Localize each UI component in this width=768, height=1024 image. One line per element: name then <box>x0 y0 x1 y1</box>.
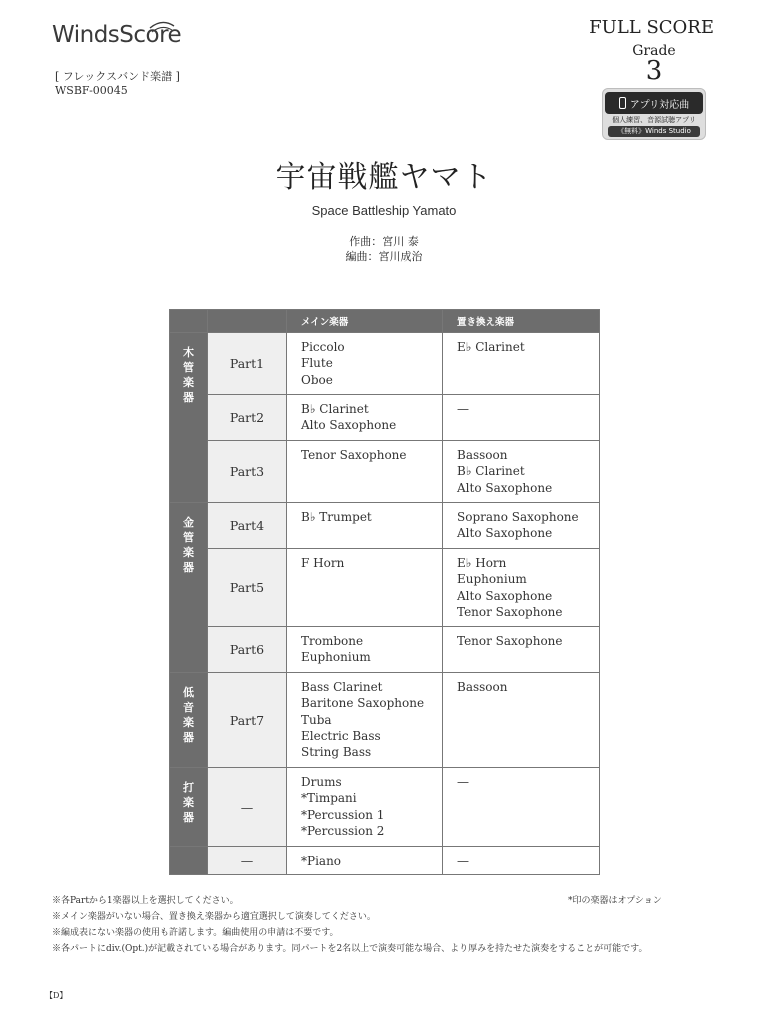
header-main: メイン楽器 <box>287 310 443 333</box>
app-badge-top <box>605 92 703 114</box>
series-label: [ フレックスバンド楽譜 ] <box>55 70 180 83</box>
instrument-name: Trombone <box>301 634 364 648</box>
instrument-name: Tenor Saxophone <box>457 634 563 648</box>
main-instrument-cell <box>287 395 443 441</box>
instrument-name: Bass Clarinet <box>301 680 383 694</box>
app-badge-middle: 個人練習、音源試聴アプリ <box>612 116 696 124</box>
instrument-name: Drums <box>301 775 342 789</box>
instrument-name: Alto Saxophone <box>457 480 553 495</box>
note-4: ※各パートにdiv.(Opt.)が記載されている場合があります。同パートを2名以上で演奏可能な場合、より厚みを持たせた演奏をすることが可能です。 <box>52 944 648 954</box>
instrument-name: *Timpani <box>301 791 357 806</box>
category-cell <box>170 768 208 847</box>
full-score-label: FULL SCORE <box>589 17 714 38</box>
header-blank <box>170 310 208 333</box>
table-row <box>170 627 600 673</box>
arranger-credit: 編曲：宮川成治 <box>345 250 423 263</box>
category-cell-empty <box>170 847 208 875</box>
instrument-name: F Horn <box>301 556 345 570</box>
main-instrument-cell <box>287 768 443 847</box>
instrument-name: — <box>457 402 469 416</box>
instrument-name: Alto Saxophone <box>301 418 397 433</box>
table-row <box>170 847 600 875</box>
instrument-name: Tenor Saxophone <box>301 448 407 462</box>
part-cell: — <box>208 768 287 847</box>
header-blank <box>208 310 287 333</box>
main-instrument-cell <box>287 627 443 673</box>
part-cell: Part3 <box>208 441 287 503</box>
page-subtitle: Space Battleship Yamato <box>311 203 457 218</box>
category-label: 打楽器 <box>183 781 194 824</box>
table-row <box>170 549 600 627</box>
category-label: 低音楽器 <box>183 686 194 744</box>
instrument-name: Oboe <box>301 372 333 387</box>
instrument-name: Piccolo <box>301 340 345 354</box>
main-instrument-cell <box>287 847 443 875</box>
instrument-name: Electric Bass <box>301 728 381 743</box>
alt-instrument-cell <box>443 333 600 395</box>
instrument-name: Euphonium <box>301 650 371 665</box>
alt-instrument-cell <box>443 503 600 549</box>
header-alt: 置き換え楽器 <box>443 310 600 333</box>
instrument-name: — <box>457 775 469 789</box>
table-row <box>170 768 600 847</box>
table-header-row <box>170 310 600 333</box>
instrument-name: *Piano <box>301 854 342 868</box>
category-label: 金管楽器 <box>183 516 194 574</box>
table-row <box>170 503 600 549</box>
instrument-name: Bassoon <box>457 448 508 462</box>
part-cell: Part5 <box>208 549 287 627</box>
product-code: WSBF-00045 <box>55 84 128 97</box>
part-cell: Part4 <box>208 503 287 549</box>
instrument-name: Alto Saxophone <box>457 588 553 603</box>
part-cell: Part2 <box>208 395 287 441</box>
category-cell <box>170 503 208 673</box>
instrument-name: B♭ Clarinet <box>301 402 369 416</box>
category-cell <box>170 333 208 503</box>
instrument-name: Baritone Saxophone <box>301 696 425 711</box>
app-badge-top-text: アプリ対応曲 <box>629 99 690 111</box>
table-row <box>170 441 600 503</box>
alt-instrument-cell <box>443 673 600 768</box>
main-instrument-cell <box>287 549 443 627</box>
grade-value: 3 <box>645 56 663 86</box>
alt-instrument-cell <box>443 549 600 627</box>
app-badge-bottom: 《無料》Winds Studio <box>608 126 700 137</box>
alt-instrument-cell <box>443 441 600 503</box>
instrument-name: Tuba <box>301 712 332 727</box>
composer-credit: 作曲：宮川 泰 <box>349 235 419 248</box>
instrument-name: B♭ Trumpet <box>301 510 372 524</box>
grade-label: Grade <box>632 43 676 59</box>
main-instrument-cell <box>287 441 443 503</box>
table-row <box>170 395 600 441</box>
part-cell: Part1 <box>208 333 287 395</box>
instrument-name: Alto Saxophone <box>457 526 553 541</box>
instrument-name: E♭ Horn <box>457 556 507 570</box>
logo-text: WindsScore <box>52 22 182 48</box>
instrument-name: Bassoon <box>457 680 508 694</box>
category-cell <box>170 673 208 768</box>
table-row <box>170 333 600 395</box>
category-label: 木管楽器 <box>183 346 194 404</box>
page-title: 宇宙戦艦ヤマト <box>275 160 493 195</box>
footer-code: 【D】 <box>45 991 68 1000</box>
instrumentation-table <box>169 309 600 875</box>
instrument-name: String Bass <box>301 745 372 760</box>
instrument-name: Flute <box>301 356 333 371</box>
instrument-name: Tenor Saxophone <box>457 604 563 619</box>
instrument-name: — <box>457 854 469 868</box>
main-instrument-cell <box>287 673 443 768</box>
note-2: ※メイン楽器がいない場合、置き換え楽器から適宜選択して演奏してください。 <box>52 912 376 922</box>
part-cell: Part6 <box>208 627 287 673</box>
instrument-name: Soprano Saxophone <box>457 510 579 524</box>
instrument-name: Euphonium <box>457 572 527 587</box>
instrument-name: E♭ Clarinet <box>457 340 525 354</box>
part-cell: — <box>208 847 287 875</box>
alt-instrument-cell <box>443 847 600 875</box>
main-instrument-cell <box>287 333 443 395</box>
instrument-name: B♭ Clarinet <box>457 464 525 479</box>
instrument-name: *Percussion 2 <box>301 823 385 838</box>
note-optional: *印の楽器はオプション <box>568 896 662 906</box>
instrument-name: *Percussion 1 <box>301 807 385 822</box>
alt-instrument-cell <box>443 627 600 673</box>
smartphone-icon <box>619 97 626 109</box>
alt-instrument-cell <box>443 395 600 441</box>
note-3: ※編成表にない楽器の使用も許諾します。編曲使用の申請は不要です。 <box>52 928 339 938</box>
part-cell: Part7 <box>208 673 287 768</box>
alt-instrument-cell <box>443 768 600 847</box>
table-row <box>170 673 600 768</box>
note-1: ※各Partから1楽器以上を選択してください。 <box>52 896 239 906</box>
main-instrument-cell <box>287 503 443 549</box>
